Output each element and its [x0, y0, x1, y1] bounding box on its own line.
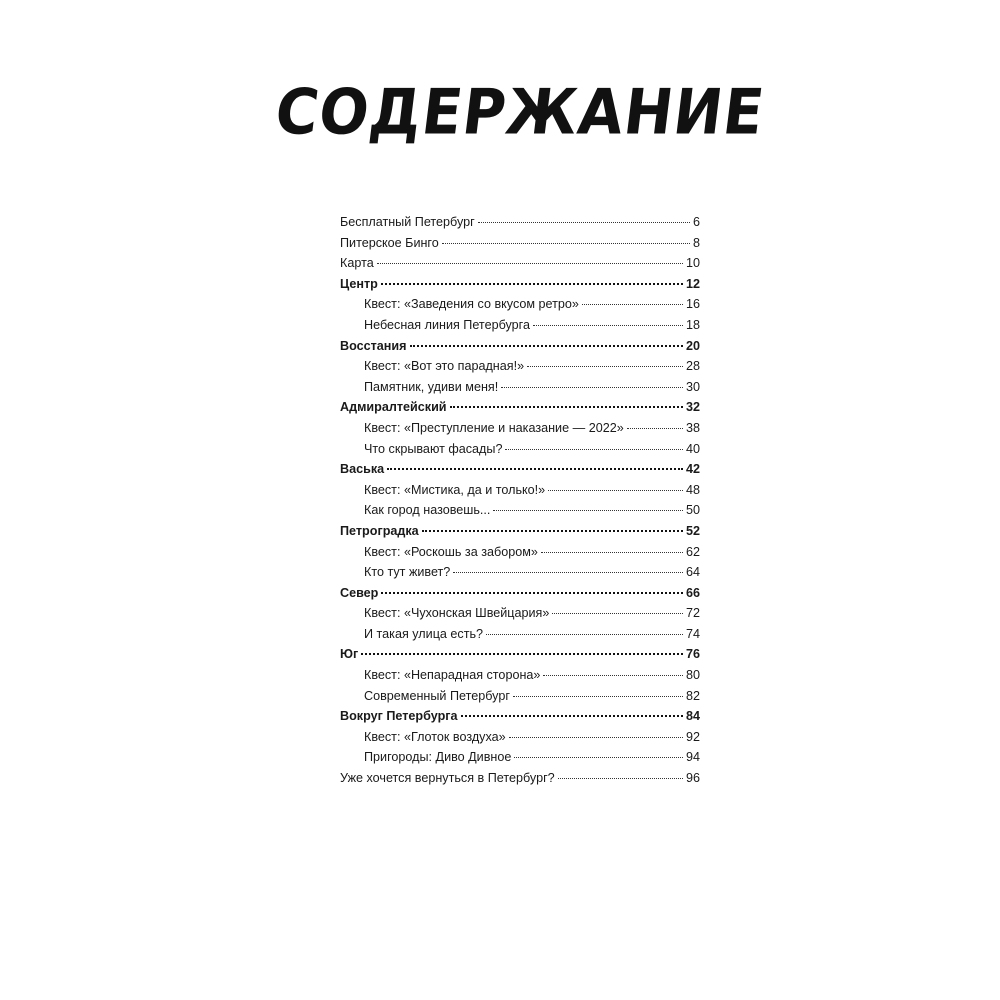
dot-leader: [493, 510, 683, 511]
toc-page-number: 50: [685, 503, 700, 518]
toc-subentry: [340, 562, 700, 583]
toc-entry-title: Квест: «Преступление и наказание — 2022»: [364, 420, 624, 435]
dot-leader: [513, 696, 683, 697]
dot-leader: [541, 552, 683, 553]
toc-entry-title: Петроградка: [340, 523, 419, 538]
toc-entry-title: Квест: «Чухонская Швейцария»: [364, 606, 550, 621]
dot-leader: [582, 304, 683, 305]
dot-leader: [387, 468, 683, 470]
toc-page-number: 72: [685, 606, 700, 621]
toc-page-number: 10: [685, 256, 700, 271]
dot-leader: [552, 613, 683, 614]
toc-page-number: 18: [685, 317, 700, 332]
toc-subentry: [340, 747, 700, 768]
toc-entry: [340, 212, 700, 233]
dot-leader: [381, 592, 683, 594]
toc-entry-title: Восстания: [340, 338, 407, 353]
toc-page-number: 80: [685, 668, 700, 683]
toc-page-number: 40: [685, 441, 700, 456]
toc-page-number: 92: [685, 729, 700, 744]
dot-leader: [410, 345, 683, 347]
toc-page-number: 74: [685, 626, 700, 641]
dot-leader: [514, 757, 683, 758]
dot-leader: [548, 490, 683, 491]
toc-entry-title: Квест: «Мистика, да и только!»: [364, 482, 546, 497]
toc-section-entry: [340, 521, 700, 542]
toc-subentry: [340, 542, 700, 563]
toc-page-number: 64: [685, 565, 700, 580]
toc-subentry: [340, 500, 700, 521]
toc-section-entry: [340, 336, 700, 357]
toc-subentry: [340, 294, 700, 315]
toc-subentry: [340, 603, 700, 624]
toc-section-entry: [340, 706, 700, 727]
toc-entry-title: Квест: «Роскошь за забором»: [364, 544, 538, 559]
toc-entry-title: Памятник, удиви меня!: [364, 379, 499, 394]
dot-leader: [450, 406, 683, 408]
toc-entry-title: Адмиралтейский: [340, 400, 447, 415]
toc-page-number: 66: [685, 585, 700, 600]
toc-subentry: [340, 315, 700, 336]
toc-entry-title: Квест: «Вот это парадная!»: [364, 359, 525, 374]
toc-subentry: [340, 480, 700, 501]
toc-page-number: 42: [685, 462, 700, 477]
toc-entry-title: Север: [340, 585, 379, 600]
dot-leader: [461, 715, 683, 717]
toc-page-number: 6: [692, 215, 700, 229]
toc-page-number: 62: [685, 544, 700, 559]
toc-entry-title: Питерское Бинго: [340, 235, 439, 250]
toc-subentry: [340, 356, 700, 377]
toc-page-number: 84: [685, 709, 700, 724]
dot-leader: [361, 653, 683, 655]
toc-subentry: [340, 439, 700, 460]
toc-page-number: 32: [685, 400, 700, 415]
toc-entry: [340, 253, 700, 274]
toc-page-number: 48: [685, 482, 700, 497]
toc-entry-title: Центр: [340, 276, 378, 291]
toc-entry-title: Кто тут живет?: [364, 565, 451, 580]
table-of-contents: [340, 212, 700, 789]
toc-entry: [340, 233, 700, 254]
toc-page-number: 28: [685, 359, 700, 374]
toc-entry-title: Пригороды: Диво Дивное: [364, 750, 512, 765]
toc-entry-title: Юг: [340, 647, 359, 662]
dot-leader: [505, 449, 683, 450]
dot-leader: [377, 263, 683, 264]
toc-entry-title: Современный Петербург: [364, 688, 510, 703]
toc-page-number: 8: [692, 235, 700, 250]
dot-leader: [478, 222, 690, 223]
toc-page-number: 52: [685, 523, 700, 538]
toc-page-number: 96: [685, 771, 700, 786]
dot-leader: [486, 634, 683, 635]
dot-leader: [558, 778, 683, 779]
toc-section-entry: [340, 459, 700, 480]
toc-section-entry: [340, 583, 700, 604]
dot-leader: [509, 737, 683, 738]
toc-page-number: 82: [685, 688, 700, 703]
toc-entry-title: Квест: «Глоток воздуха»: [364, 729, 506, 744]
toc-page-number: 38: [685, 420, 700, 435]
toc-entry-title: Что скрывают фасады?: [364, 441, 503, 456]
dot-leader: [442, 243, 690, 244]
dot-leader: [381, 283, 683, 285]
toc-page-number: 20: [685, 338, 700, 353]
toc-page-number: 94: [685, 750, 700, 765]
toc-entry-title: Как город назовешь...: [364, 503, 491, 518]
dot-leader: [627, 428, 683, 429]
toc-page-number: 12: [685, 276, 700, 291]
toc-page-number: 16: [685, 297, 700, 312]
toc-entry-title: Квест: «Непарадная сторона»: [364, 668, 541, 683]
toc-section-entry: [340, 274, 700, 295]
toc-subentry: [340, 686, 700, 707]
dot-leader: [527, 366, 683, 367]
page-title: СОДЕРЖАНИЕ: [271, 75, 769, 149]
toc-page-number: 76: [685, 647, 700, 662]
dot-leader: [501, 387, 683, 388]
toc-section-entry: [340, 644, 700, 665]
toc-page-number: 30: [685, 379, 700, 394]
dot-leader: [533, 325, 683, 326]
toc-entry-title: Бесплатный Петербург: [340, 215, 475, 229]
toc-entry: [340, 768, 700, 789]
toc-entry-title: Вокруг Петербурга: [340, 709, 458, 724]
toc-subentry: [340, 418, 700, 439]
toc-subentry: [340, 624, 700, 645]
toc-subentry: [340, 727, 700, 748]
toc-subentry: [340, 665, 700, 686]
toc-entry-title: Небесная линия Петербурга: [364, 317, 530, 332]
toc-entry-title: Карта: [340, 256, 374, 271]
dot-leader: [422, 530, 683, 532]
toc-entry-title: Квест: «Заведения со вкусом ретро»: [364, 297, 579, 312]
toc-entry-title: Уже хочется вернуться в Петербург?: [340, 771, 555, 786]
dot-leader: [453, 572, 683, 573]
toc-entry-title: Васька: [340, 462, 385, 477]
dot-leader: [543, 675, 683, 676]
toc-entry-title: И такая улица есть?: [364, 626, 484, 641]
toc-subentry: [340, 377, 700, 398]
toc-section-entry: [340, 397, 700, 418]
